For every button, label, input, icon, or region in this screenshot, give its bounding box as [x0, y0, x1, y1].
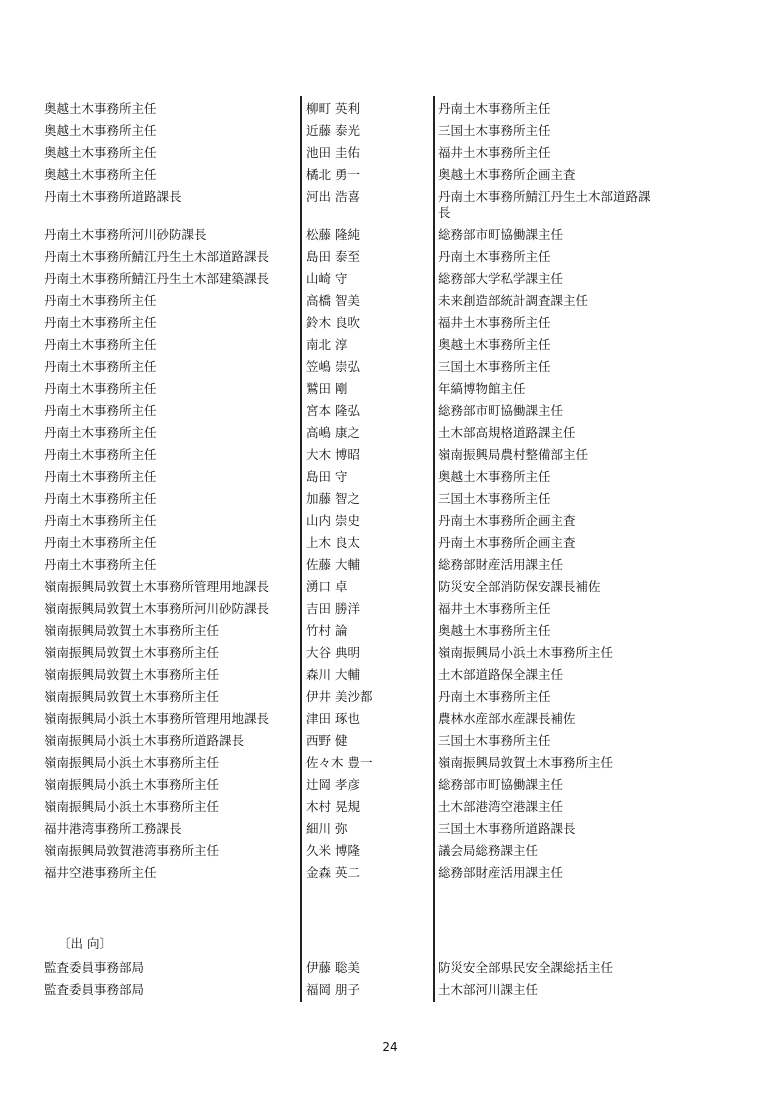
- new-position: 三国土木事務所道路課長: [438, 821, 576, 836]
- previous-position: 奥越土木事務所主任: [44, 167, 157, 182]
- table-row: [0, 447, 780, 469]
- person-name: 佐藤 大輔: [306, 557, 360, 572]
- table-row: [0, 249, 780, 271]
- new-position: 総務部市町協働課主任: [438, 777, 564, 792]
- table-row: [0, 865, 780, 887]
- new-position: 丹南土木事務所鯖江丹生土木部道路課長: [438, 189, 651, 220]
- person-name: 木村 晃規: [306, 799, 360, 814]
- table-row: [0, 579, 780, 601]
- new-position: 防災安全部県民安全課総括主任: [438, 960, 614, 975]
- table-row: [0, 821, 780, 843]
- new-position: 農林水産部水産課長補佐: [438, 711, 576, 726]
- person-name: 池田 圭佑: [306, 145, 360, 160]
- person-name: 金森 英二: [306, 865, 360, 880]
- table-row: [0, 667, 780, 689]
- new-position: 奥越土木事務所主任: [438, 623, 551, 638]
- previous-position: 丹南土木事務所主任: [44, 447, 157, 462]
- previous-position: 嶺南振興局敦賀土木事務所主任: [44, 623, 220, 638]
- person-name: 松藤 隆純: [306, 227, 360, 242]
- person-name: 橘北 勇一: [306, 167, 360, 182]
- person-name: 柳町 英利: [306, 101, 360, 116]
- table-row: [0, 755, 780, 777]
- table-row: [0, 733, 780, 755]
- person-name: 高橋 智美: [306, 293, 360, 308]
- person-name: 伊井 美沙都: [306, 689, 373, 704]
- person-name: 宮本 隆弘: [306, 403, 360, 418]
- table-row: [0, 513, 780, 535]
- table-row: [0, 799, 780, 821]
- person-name: 鈴木 良吹: [306, 315, 360, 330]
- table-row: [0, 189, 780, 220]
- person-name: 福岡 朋子: [306, 982, 360, 997]
- person-name: 山内 崇史: [306, 513, 360, 528]
- new-position: 三国土木事務所主任: [438, 733, 551, 748]
- table-row: [0, 469, 780, 491]
- new-position: 総務部市町協働課主任: [438, 227, 564, 242]
- table-row: [0, 711, 780, 733]
- previous-position: 嶺南振興局敦賀土木事務所管理用地課長: [44, 579, 270, 594]
- new-position: 丹南土木事務所主任: [438, 101, 551, 116]
- person-name: 佐々木 豊一: [306, 755, 373, 770]
- previous-position: 奥越土木事務所主任: [44, 123, 157, 138]
- previous-position: 丹南土木事務所主任: [44, 513, 157, 528]
- table-row: [0, 645, 780, 667]
- previous-position: 丹南土木事務所主任: [44, 557, 157, 572]
- new-position: 総務部大学私学課主任: [438, 271, 564, 286]
- table-row: [0, 557, 780, 579]
- table-row: [0, 689, 780, 711]
- table-row: [0, 601, 780, 623]
- previous-position: 丹南土木事務所主任: [44, 535, 157, 550]
- new-position: 福井土木事務所主任: [438, 145, 551, 160]
- new-position: 丹南土木事務所主任: [438, 249, 551, 264]
- previous-position: 丹南土木事務所主任: [44, 425, 157, 440]
- table-row: [0, 145, 780, 167]
- previous-position: 丹南土木事務所鯖江丹生土木部建築課長: [44, 271, 270, 286]
- new-position: 嶺南振興局小浜土木事務所主任: [438, 645, 614, 660]
- person-name: 加藤 智之: [306, 491, 360, 506]
- new-position: 議会局総務課主任: [438, 843, 539, 858]
- person-name: 西野 健: [306, 733, 348, 748]
- table-row: [0, 293, 780, 315]
- previous-position: 丹南土木事務所主任: [44, 381, 157, 396]
- new-position: 三国土木事務所主任: [438, 359, 551, 374]
- new-position: 土木部港湾空港課主任: [438, 799, 564, 814]
- table-row: [0, 167, 780, 189]
- table-row: [0, 403, 780, 425]
- person-name: 河出 浩喜: [306, 189, 360, 204]
- previous-position: 嶺南振興局小浜土木事務所主任: [44, 777, 220, 792]
- previous-position: 嶺南振興局小浜土木事務所道路課長: [44, 733, 245, 748]
- previous-position: 嶺南振興局小浜土木事務所管理用地課長: [44, 711, 270, 726]
- new-position: 総務部財産活用課主任: [438, 865, 564, 880]
- person-name: 津田 琢也: [306, 711, 360, 726]
- previous-position: 奥越土木事務所主任: [44, 101, 157, 116]
- section-heading: 〔出 向〕: [58, 936, 112, 951]
- new-position: 福井土木事務所主任: [438, 601, 551, 616]
- person-name: 上木 良太: [306, 535, 360, 550]
- table-row: [0, 271, 780, 293]
- table-row: [0, 982, 780, 1004]
- new-position: 嶺南振興局農村整備部主任: [438, 447, 589, 462]
- new-position: 総務部財産活用課主任: [438, 557, 564, 572]
- new-position: 奥越土木事務所主任: [438, 337, 551, 352]
- table-row: [0, 535, 780, 557]
- previous-position: 嶺南振興局敦賀土木事務所主任: [44, 645, 220, 660]
- page-number: 24: [382, 1040, 398, 1054]
- person-name: 湧口 卓: [306, 579, 348, 594]
- person-name: 細川 弥: [306, 821, 348, 836]
- previous-position: 丹南土木事務所主任: [44, 337, 157, 352]
- new-position: 丹南土木事務所企画主査: [438, 513, 576, 528]
- previous-position: 嶺南振興局敦賀港湾事務所主任: [44, 843, 220, 858]
- table-row: [0, 123, 780, 145]
- table-row: [0, 491, 780, 513]
- previous-position: 監査委員事務部局: [44, 982, 145, 997]
- new-position: 土木部道路保全課主任: [438, 667, 564, 682]
- new-position: 嶺南振興局敦賀土木事務所主任: [438, 755, 614, 770]
- person-name: 久米 博隆: [306, 843, 360, 858]
- previous-position: 丹南土木事務所主任: [44, 469, 157, 484]
- previous-position: 丹南土木事務所主任: [44, 293, 157, 308]
- new-position: 総務部市町協働課主任: [438, 403, 564, 418]
- person-name: 南北 淳: [306, 337, 348, 352]
- person-name: 伊藤 聡美: [306, 960, 360, 975]
- new-position: 防災安全部消防保安課長補佐: [438, 579, 601, 594]
- new-position: 三国土木事務所主任: [438, 123, 551, 138]
- new-position: 奥越土木事務所主任: [438, 469, 551, 484]
- person-name: 島田 泰至: [306, 249, 360, 264]
- table-row: [0, 227, 780, 249]
- new-position: 未来創造部統計調査課主任: [438, 293, 589, 308]
- person-name: 吉田 勝洋: [306, 601, 360, 616]
- previous-position: 丹南土木事務所主任: [44, 491, 157, 506]
- person-name: 辻岡 孝彦: [306, 777, 360, 792]
- person-name: 笠嶋 崇弘: [306, 359, 360, 374]
- previous-position: 嶺南振興局小浜土木事務所主任: [44, 799, 220, 814]
- table-row: [0, 101, 780, 123]
- person-name: 鷲田 剛: [306, 381, 348, 396]
- previous-position: 福井港湾事務所工務課長: [44, 821, 182, 836]
- person-name: 竹村 論: [306, 623, 348, 638]
- table-row: [0, 359, 780, 381]
- table-row: [0, 381, 780, 403]
- new-position: 土木部河川課主任: [438, 982, 539, 997]
- previous-position: 丹南土木事務所道路課長: [44, 189, 182, 204]
- previous-position: 丹南土木事務所鯖江丹生土木部道路課長: [44, 249, 270, 264]
- previous-position: 監査委員事務部局: [44, 960, 145, 975]
- person-name: 森川 大輔: [306, 667, 360, 682]
- new-position: 丹南土木事務所主任: [438, 689, 551, 704]
- previous-position: 嶺南振興局小浜土木事務所主任: [44, 755, 220, 770]
- person-name: 大谷 典明: [306, 645, 360, 660]
- table-row: [0, 960, 780, 982]
- person-name: 大木 博昭: [306, 447, 360, 462]
- table-row: [0, 843, 780, 865]
- previous-position: 嶺南振興局敦賀土木事務所主任: [44, 667, 220, 682]
- table-row: [0, 337, 780, 359]
- previous-position: 福井空港事務所主任: [44, 865, 157, 880]
- table-row: [0, 777, 780, 799]
- new-position: 福井土木事務所主任: [438, 315, 551, 330]
- new-position: 土木部高規格道路課主任: [438, 425, 576, 440]
- table-row: [0, 623, 780, 645]
- person-name: 高嶋 康之: [306, 425, 360, 440]
- person-name: 島田 守: [306, 469, 348, 484]
- previous-position: 奥越土木事務所主任: [44, 145, 157, 160]
- previous-position: 嶺南振興局敦賀土木事務所主任: [44, 689, 220, 704]
- previous-position: 丹南土木事務所主任: [44, 315, 157, 330]
- table-row: [0, 425, 780, 447]
- new-position: 奥越土木事務所企画主査: [438, 167, 576, 182]
- new-position: 三国土木事務所主任: [438, 491, 551, 506]
- previous-position: 嶺南振興局敦賀土木事務所河川砂防課長: [44, 601, 270, 616]
- previous-position: 丹南土木事務所主任: [44, 403, 157, 418]
- new-position: 丹南土木事務所企画主査: [438, 535, 576, 550]
- person-name: 山崎 守: [306, 271, 348, 286]
- previous-position: 丹南土木事務所主任: [44, 359, 157, 374]
- previous-position: 丹南土木事務所河川砂防課長: [44, 227, 207, 242]
- table-row: [0, 315, 780, 337]
- new-position: 年縞博物館主任: [438, 381, 526, 396]
- person-name: 近藤 泰光: [306, 123, 360, 138]
